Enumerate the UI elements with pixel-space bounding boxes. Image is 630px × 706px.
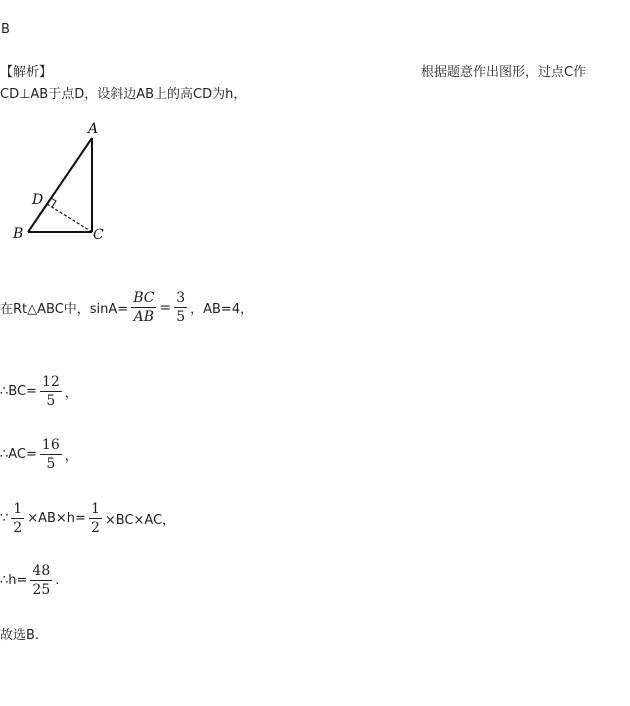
vertex-label-a: A [88,121,99,137]
step-sina-prefix: 在Rt△ABC中，sinA= [0,302,129,317]
fraction-numerator: 1 [13,501,23,517]
fraction-denominator: 2 [13,520,23,536]
fraction-denominator: 5 [46,393,56,409]
step-sina [0,289,253,326]
fraction-half-left [11,500,24,537]
right-angle-mark [51,198,56,207]
answer-label: B [1,22,10,37]
fraction-16-5 [40,436,62,473]
equals-sign: = [159,299,172,316]
triangle-figure [0,118,130,248]
intro-text-right: 根据题意作出图形，过点C作 [421,65,587,80]
fraction-numerator: BC [133,290,155,306]
fraction-bc-ab [131,289,156,326]
step-bc-suffix: ， [64,386,78,401]
fraction-denominator: 5 [176,309,186,325]
fraction-numerator: 16 [41,437,60,453]
step-area-prefix: ∵ [0,511,9,526]
side-ab [28,138,92,232]
step-ac-suffix: ， [64,449,78,464]
analysis-heading: 【解析】 [0,65,53,80]
altitude-cd [47,204,92,232]
intro-text-line2: CD⊥AB于点D，设斜边AB上的高CD为h， [0,87,247,102]
conclusion-text: 故选B. [0,628,40,643]
step-h-prefix: ∴h= [0,573,28,588]
fraction-denominator: 25 [32,582,51,598]
step-h [0,562,59,599]
step-ac-prefix: ∴AC= [0,447,37,462]
fraction-denominator: 2 [90,520,100,536]
vertex-label-b: B [13,226,24,242]
fraction-48-25 [30,562,52,599]
vertex-label-c: C [93,227,104,243]
fraction-half-right [89,500,102,537]
step-area-middle: ×AB×h= [27,511,86,526]
vertex-label-d: D [32,192,44,208]
fraction-3-5 [174,289,187,326]
step-area [0,500,175,537]
fraction-denominator: AB [133,309,155,325]
fraction-numerator: 12 [41,374,60,390]
fraction-numerator: 48 [32,563,51,579]
step-bc-prefix: ∴BC= [0,384,37,399]
fraction-denominator: 5 [46,456,56,472]
fraction-numerator: 3 [176,290,186,306]
fraction-12-5 [40,373,62,410]
step-h-suffix: . [55,573,60,588]
step-area-suffix: ×BC×AC， [104,513,176,528]
step-sina-suffix: ，AB=4， [190,302,254,317]
step-ac [0,436,78,473]
fraction-numerator: 1 [90,501,100,517]
step-bc [0,373,78,410]
